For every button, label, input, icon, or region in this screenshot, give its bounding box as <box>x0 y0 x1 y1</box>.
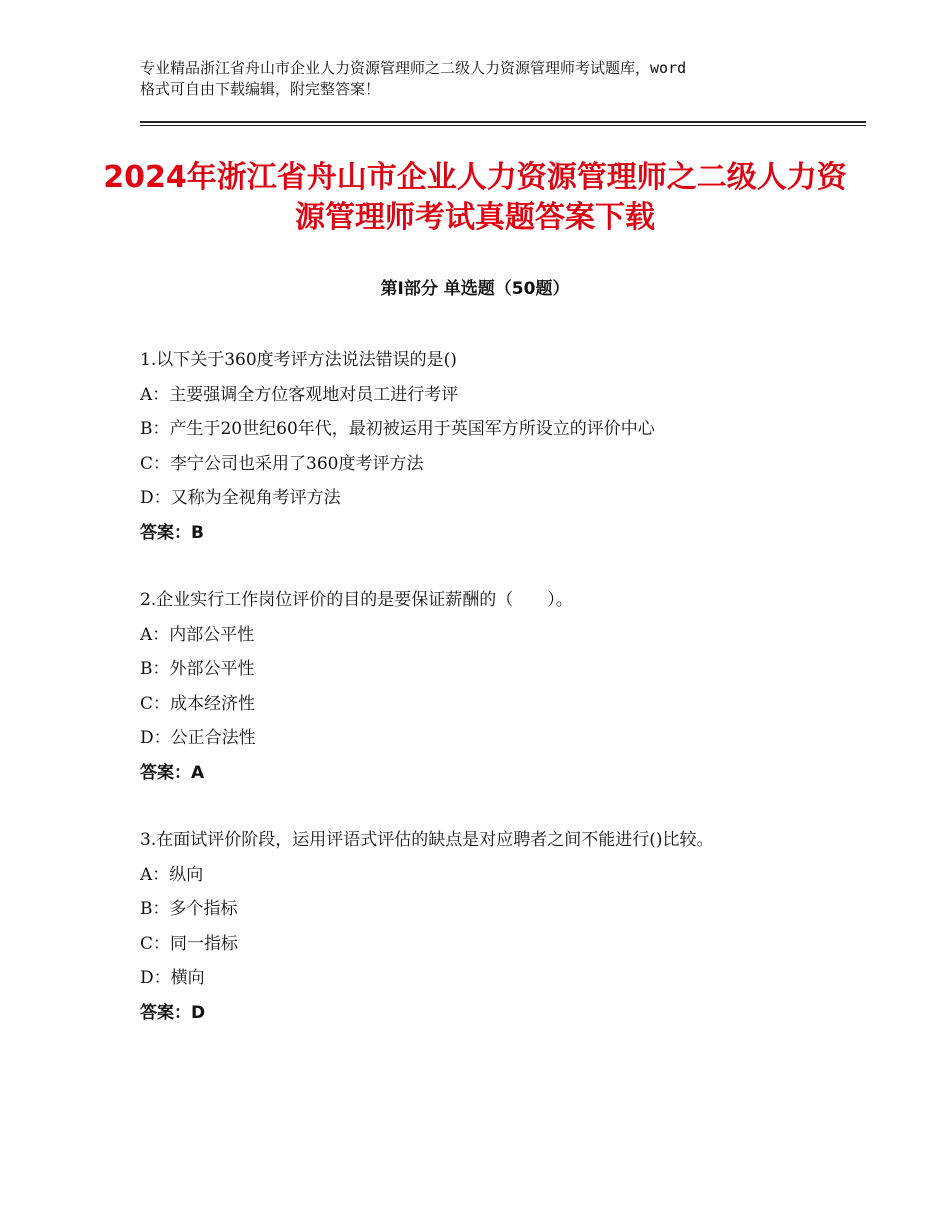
option-c: C：同一指标 <box>140 933 239 954</box>
answer-label: 答案：B <box>140 522 204 543</box>
option-a: A：主要强调全方位客观地对员工进行考评 <box>140 384 459 405</box>
question-1 <box>140 343 810 550</box>
section-title: 第Ⅰ部分 单选题（50题） <box>380 279 570 299</box>
option-d: D：又称为全视角考评方法 <box>140 488 341 508</box>
answer-label: 答案：A <box>140 762 205 783</box>
question-stem: 2.企业实行工作岗位评价的目的是要保证薪酬的（ ）。 <box>140 590 573 610</box>
answer-label: 答案：D <box>140 1002 206 1023</box>
document-title: 2024年浙江省舟山市企业人力资源管理师之二级人力资源管理师考试真题答案下载 <box>103 160 847 235</box>
question-list <box>140 343 810 1063</box>
header-note: 专业精品浙江省舟山市企业人力资源管理师之二级人力资源管理师考试题库，word 格式可自由下载编辑，附完整答案！ <box>140 59 687 98</box>
question-3 <box>140 823 810 1030</box>
question-stem: 1.以下关于360度考评方法说法错误的是() <box>140 350 457 370</box>
option-c: C：成本经济性 <box>140 693 256 714</box>
option-c: C：李宁公司也采用了360度考评方法 <box>140 453 424 474</box>
option-b: B：多个指标 <box>140 899 238 919</box>
question-stem: 3.在面试评价阶段，运用评语式评估的缺点是对应聘者之间不能进行()比较。 <box>140 830 714 850</box>
option-d: D：公正合法性 <box>140 728 256 748</box>
option-a: A：纵向 <box>140 864 204 885</box>
header-divider-thick <box>140 121 866 123</box>
option-b: B：外部公平性 <box>140 659 255 679</box>
option-d: D：横向 <box>140 968 205 988</box>
question-2 <box>140 583 810 790</box>
option-b: B：产生于20世纪60年代，最初被运用于英国军方所设立的评价中心 <box>140 419 655 439</box>
option-a: A：内部公平性 <box>140 624 255 645</box>
header-divider-thin <box>140 125 866 126</box>
